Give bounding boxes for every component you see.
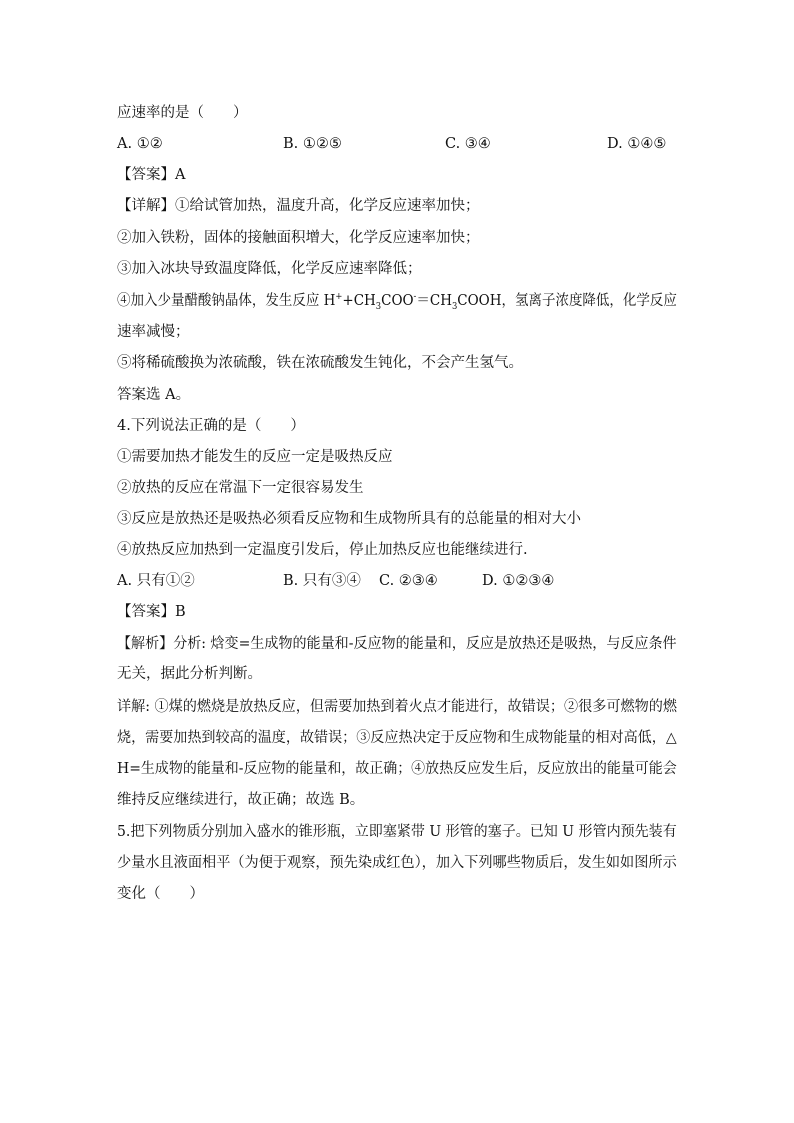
q4-statement-4: ④放热反应加热到一定温度引发后，停止加热反应也能继续进行. (117, 542, 528, 558)
q3-detail-line-5: 速率减慢； (117, 324, 190, 340)
q3-conclusion: 答案选 A。 (117, 387, 191, 403)
q4-option-c: C. ②③④ (379, 573, 438, 589)
q4-statement-2: ②放热的反应在常温下一定很容易发生 (117, 480, 364, 496)
q3-detail-line-3: ③加入冰块导致温度降低，化学反应速率降低； (117, 261, 422, 277)
q3-detail-label: 【详解】 (117, 198, 175, 214)
q3-option-b: B. ①②⑤ (283, 136, 342, 152)
q5-stem-line-3: 变化（ ） (117, 886, 204, 902)
q3-option-d: D. ①④⑤ (607, 136, 667, 152)
q3-detail-line-2: ②加入铁粉，固体的接触面积增大，化学反应速率加快； (117, 230, 480, 246)
q4-analysis-line-2: 无关，据此分析判断。 (117, 666, 262, 682)
q4-statement-1: ①需要加热才能发生的反应一定是吸热反应 (117, 449, 393, 465)
q5-stem-line-1: 5.把下列物质分别加入盛水的锥形瓶，立即塞紧带 U 形管的塞子。已知 U 形管内预先装有 (117, 824, 677, 840)
q3-options (117, 134, 677, 154)
q3-detail-line-1: 【详解】①给试管加热，温度升高，化学反应速率加快； (117, 198, 480, 214)
q3-detail-line-6: ⑤将稀硫酸换为浓硫酸，铁在浓硫酸发生钝化，不会产生氢气。 (117, 355, 523, 371)
q4-analysis-label: 【解析】 (117, 636, 174, 652)
q3-option-c: C. ③④ (445, 136, 491, 152)
q4-stem: 4.下列说法正确的是（ ） (117, 418, 305, 434)
q3-option-a: A. ①② (117, 136, 163, 152)
q4-answer: 【答案】B (117, 604, 186, 620)
q4-option-d: D. ①②③④ (482, 573, 555, 589)
q4-option-a: A. 只有①② (117, 573, 195, 589)
q3-answer: 【答案】A (117, 167, 186, 183)
q3-detail-line-4: ④加入少量醋酸钠晶体，发生反应 $H^++CH_3COO^-=CH_3COOH$，氢离子浓度降低，化学反应 (117, 292, 677, 312)
q3-stem-tail: 应速率的是（ ） (117, 105, 248, 121)
q4-analysis-line-5: H=生成物的能量和-反应物的能量和，故正确；④放热反应发生后，反应放出的能量可能会 (117, 761, 677, 777)
q4-analysis-line-1: 【解析】分析: 焓变=生成物的能量和-反应物的能量和，反应是放热还是吸热，与反应条件 (117, 636, 677, 652)
q4-options (117, 571, 677, 591)
q4-statement-3: ③反应是放热还是吸热必须看反应物和生成物所具有的总能量的相对大小 (117, 511, 581, 527)
q4-analysis-line-4: 烧，需要加热到较高的温度，故错误；③反应热决定于反应物和生成物能量的相对高低，△ (117, 730, 677, 746)
q4-analysis-line-3: 详解: ①煤的燃烧是放热反应，但需要加热到着火点才能进行，故错误；②很多可燃物的燃 (117, 699, 677, 715)
q4-analysis-line-6: 维持反应继续进行，故正确；故选 B。 (117, 792, 365, 808)
q5-stem-line-2: 少量水且液面相平（为便于观察，预先染成红色），加入下列哪些物质后，发生如如图所示 (117, 855, 677, 871)
q4-option-b: B. 只有③④ (283, 573, 361, 589)
